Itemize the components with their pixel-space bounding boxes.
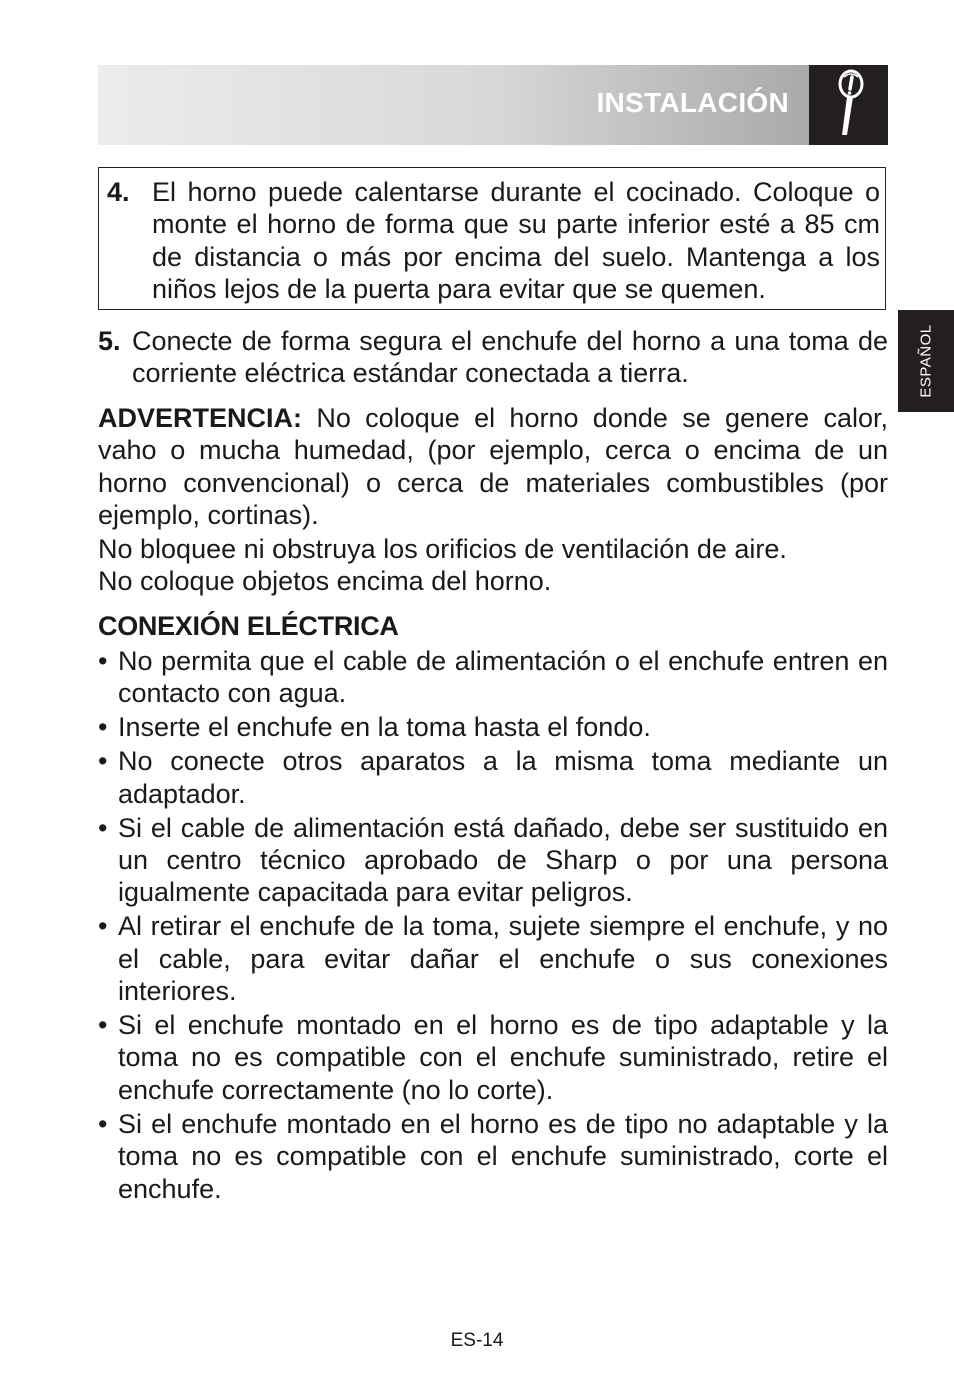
item-number: 5. xyxy=(98,326,121,356)
item-text: Conecte de forma segura el enchufe del horno a una toma de corriente eléctrica estándar conectada a tierra. xyxy=(132,326,888,389)
item-number: 4. xyxy=(107,177,130,207)
bullet-icon: • xyxy=(98,812,108,843)
bullet-icon: • xyxy=(98,746,108,777)
objects-note: No coloque objetos encima del horno. xyxy=(98,566,552,596)
item-text: El horno puede calentarse durante el cocinado. Coloque o monte el horno de forma que su parte inferior esté a 85 cm de distancia o más por encima del suelo. Mantenga a los niños lejos de la puerta para evitar que se quemen. xyxy=(152,177,880,305)
language-tab-label: ESPAÑOL xyxy=(917,324,935,398)
ventilation-note: No bloquee ni obstruya los orificios de ventilación de aire. xyxy=(98,534,787,564)
list-item: • Inserte el enchufe en la toma hasta el fondo. xyxy=(98,712,651,743)
electrical-bullet-list xyxy=(98,645,888,1206)
section-header-bar xyxy=(98,65,809,145)
list-item: • Al retirar el enchufe de la toma, sujete siempre el enchufe, y no el cable, para evitar dañar el enchufe o sus conexiones interiores. xyxy=(98,911,888,1007)
warning-paragraph xyxy=(98,402,888,532)
hand-tool-icon xyxy=(809,65,888,145)
bullet-icon: • xyxy=(98,1009,108,1040)
header-icon-box xyxy=(809,65,888,145)
bullet-icon: • xyxy=(98,911,108,942)
page-number: ES-14 xyxy=(450,1330,504,1351)
warning-label: ADVERTENCIA: xyxy=(98,403,303,433)
list-item: • Si el cable de alimentación está dañado, debe ser sustituido en un centro técnico aprobado de Sharp o por una persona igualmente capacitada para evitar peligros. xyxy=(98,812,888,908)
list-item: • No permita que el cable de alimentación o el enchufe entren en contacto con agua. xyxy=(98,646,888,709)
language-tab xyxy=(898,310,954,412)
warning-text: No coloque el horno donde se genere calor, vaho o mucha humedad, (por ejemplo, cerca o encima de un horno convencional) o cerca de materiales combustibles (por ejemplo, cortinas). xyxy=(98,403,888,531)
list-item: • Si el enchufe montado en el horno es de tipo adaptable y la toma no es compatible con el enchufe suministrado, retire el enchufe correctamente (no lo corte). xyxy=(98,1009,888,1105)
list-item: • No conecte otros aparatos a la misma toma mediante un adaptador. xyxy=(98,746,888,809)
boxed-item-4 xyxy=(98,167,886,310)
list-item: • Si el enchufe montado en el horno es de tipo no adaptable y la toma no es compatible con el enchufe suministrado, corte el enchufe. xyxy=(98,1108,888,1204)
section-title: INSTALACIÓN xyxy=(596,87,789,118)
bullet-icon: • xyxy=(98,1108,108,1139)
bullet-icon: • xyxy=(98,646,108,676)
bullet-icon: • xyxy=(98,712,108,743)
electrical-section-title: CONEXIÓN ELÉCTRICA xyxy=(98,611,399,641)
